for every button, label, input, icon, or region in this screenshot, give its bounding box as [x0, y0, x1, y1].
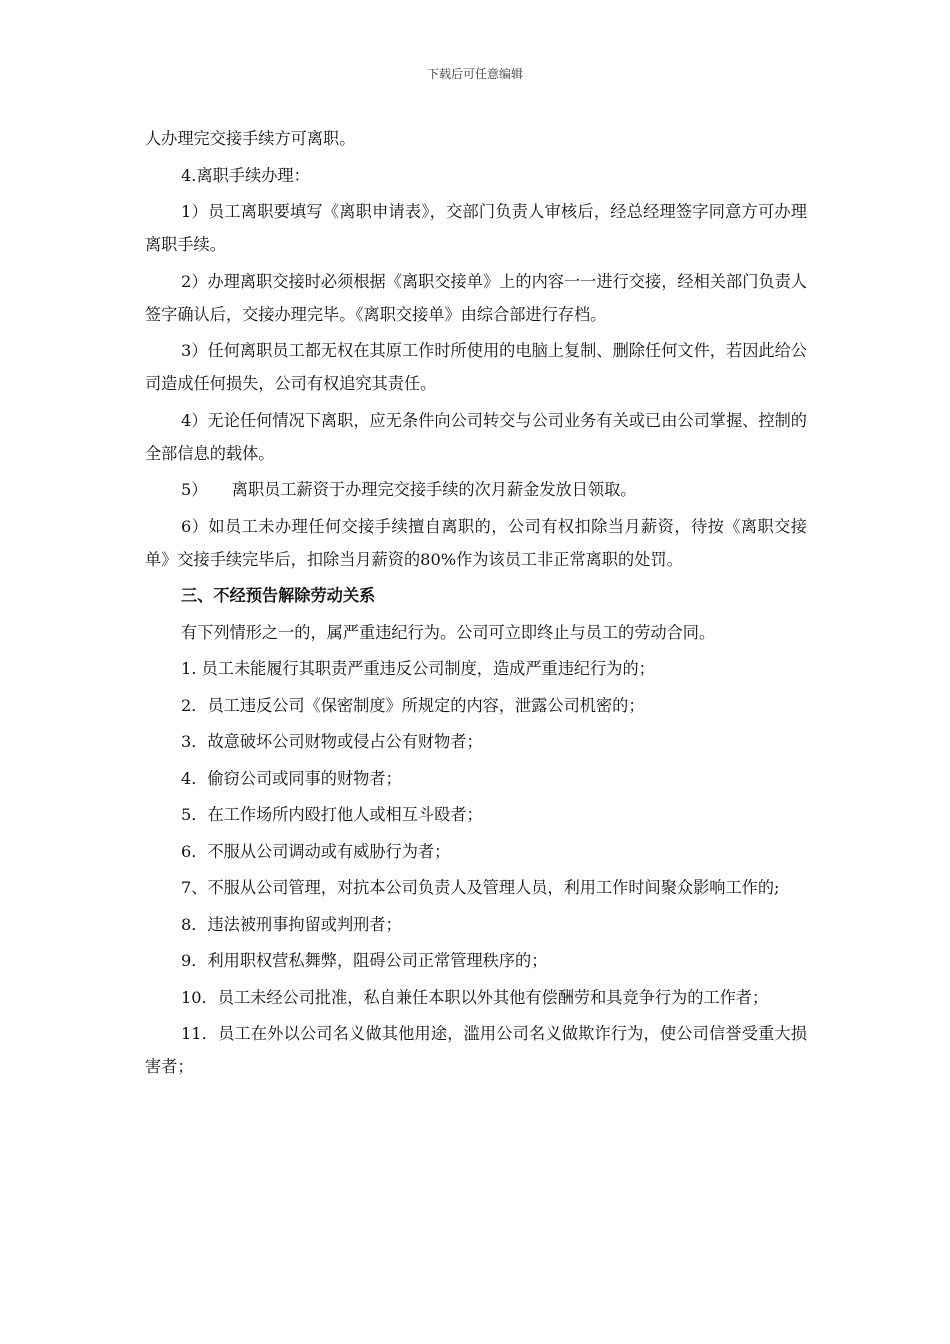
list-item: 2．员工违反公司《保密制度》所规定的内容，泄露公司机密的；	[181, 695, 645, 715]
section-resignation-procedure: 4.离职手续办理：	[181, 165, 310, 185]
document-body	[145, 122, 807, 1087]
list-item: 7、不服从公司管理，对抗本公司负责人及管理人员，利用工作时间聚众影响工作的;	[181, 878, 780, 897]
list-item: 5） 离职员工薪资于办理完交接手续的次月薪金发放日领取。	[181, 480, 637, 499]
list-item: 1）员工离职要填写《离职申请表》，交部门负责人审核后，经总经理签字同意方可办理离职手续。	[145, 202, 807, 254]
section-heading: 三、不经预告解除劳动关系	[181, 586, 376, 605]
page-header: 下载后可任意编辑	[426, 67, 523, 81]
list-item: 11．员工在外以公司名义做其他用途，滥用公司名义做欺诈行为，使公司信誉受重大损害者；	[145, 1024, 807, 1076]
list-item: 9．利用职权营私舞弊，阻碍公司正常管理秩序的；	[181, 951, 548, 970]
list-item: 3）任何离职员工都无权在其原工作时所使用的电脑上复制、删除任何文件，若因此给公司造成任何损失，公司有权追究其责任。	[145, 341, 807, 393]
list-item: 6．不服从公司调动或有威胁行为者；	[181, 841, 451, 861]
paragraph-intro: 有下列情形之一的，属严重违纪行为。公司可立即终止与员工的劳动合同。	[181, 622, 716, 642]
list-item: 1. 员工未能履行其职责严重违反公司制度，造成严重违纪行为的；	[181, 659, 655, 678]
paragraph-continuation: 人办理完交接手续方可离职。	[145, 129, 356, 148]
list-item: 5．在工作场所内殴打他人或相互斗殴者；	[181, 805, 483, 824]
list-item: 6）如员工未办理任何交接手续擅自离职的，公司有权扣除当月薪资，待按《离职交接单》交接手续完毕后，扣除当月薪资的80%作为该员工非正常离职的处罚。	[145, 516, 807, 569]
list-item: 2）办理离职交接时必须根据《离职交接单》上的内容一一进行交接，经相关部门负责人签字确认后，交接办理完毕。《离职交接单》由综合部进行存档。	[145, 271, 807, 324]
list-item: 4）无论任何情况下离职，应无条件向公司转交与公司业务有关或已由公司掌握、控制的全部信息的载体。	[145, 410, 807, 463]
list-item: 4．偷窃公司或同事的财物者；	[181, 768, 402, 788]
list-item: 10．员工未经公司批准，私自兼任本职以外其他有偿酬劳和具竞争行为的工作者；	[181, 987, 769, 1007]
list-item: 8．违法被刑事拘留或判刑者；	[181, 914, 402, 934]
list-item: 3．故意破坏公司财物或侵占公有财物者；	[181, 732, 483, 751]
